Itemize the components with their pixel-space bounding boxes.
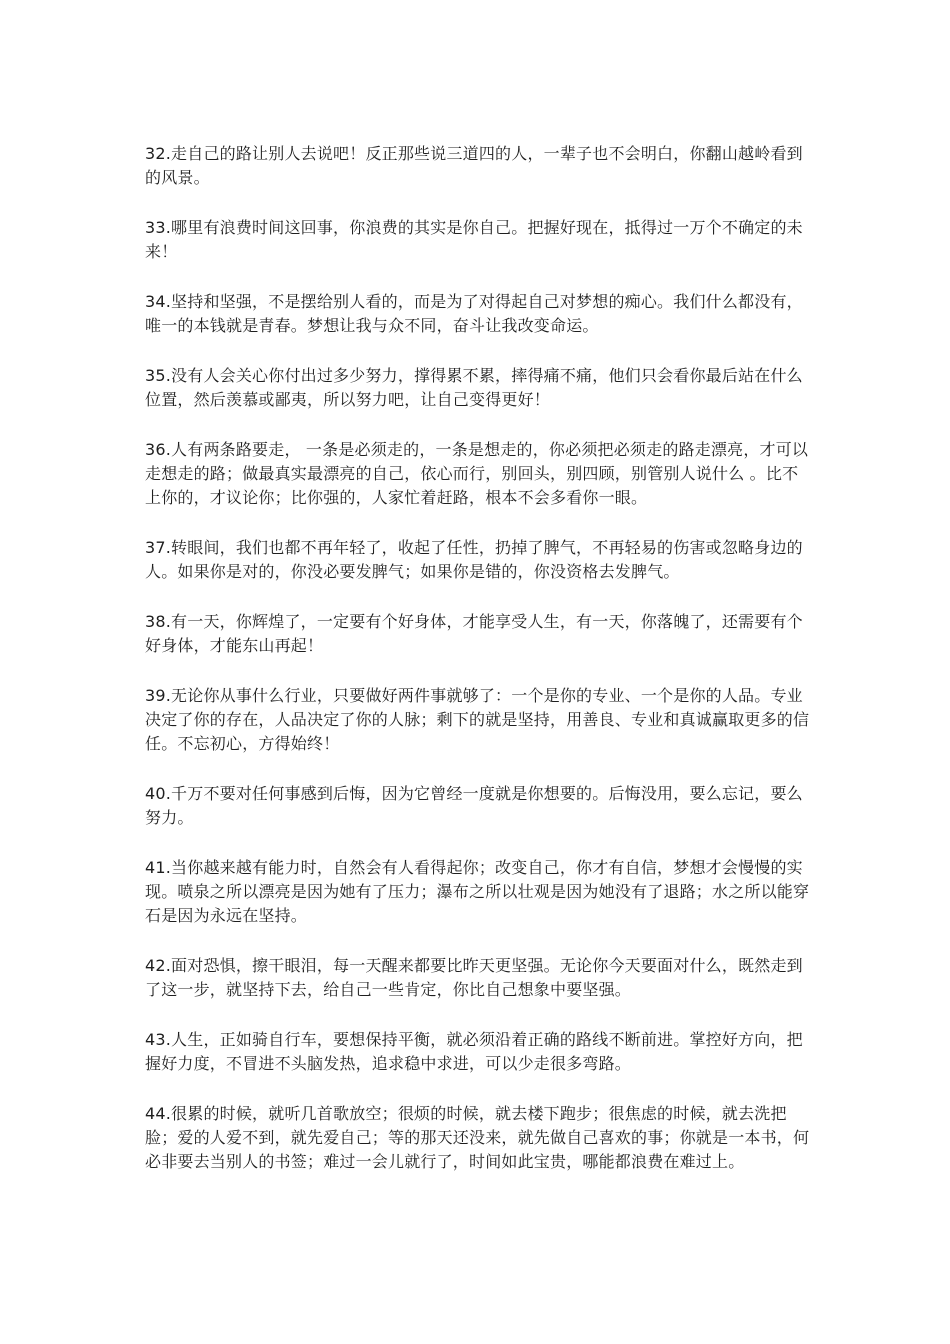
quote-paragraph-40: 40.千万不要对任何事感到后悔，因为它曾经一度就是你想要的。后悔没用，要么忘记，要么努力。	[145, 784, 803, 827]
quote-paragraph-36: 36.人有两条路要走， 一条是必须走的，一条是想走的，你必须把必须走的路走漂亮，才可以走想走的路；做最真实最漂亮的自己，依心而行，别回头，别四顾，别管别人说什么 。比不上你的，才议论你；比你强的，人家忙着赶路，根本不会多看你一眼。	[145, 440, 809, 507]
quote-paragraph-32: 32.走自己的路让别人去说吧！反正那些说三道四的人，一辈子也不会明白，你翻山越岭看到的风景。	[145, 144, 803, 187]
quote-paragraph-42: 42.面对恐惧，擦干眼泪，每一天醒来都要比昨天更坚强。无论你今天要面对什么，既然走到了这一步，就坚持下去，给自己一些肯定，你比自己想象中要坚强。	[145, 956, 803, 999]
quote-paragraph-41: 41.当你越来越有能力时，自然会有人看得起你；改变自己，你才有自信，梦想才会慢慢的实现。喷泉之所以漂亮是因为她有了压力；瀑布之所以壮观是因为她没有了退路；水之所以能穿石是因为永远在坚持。	[145, 858, 810, 925]
quote-paragraph-37: 37.转眼间，我们也都不再年轻了，收起了任性，扔掉了脾气，不再轻易的伤害或忽略身边的人。如果你是对的，你没必要发脾气；如果你是错的，你没资格去发脾气。	[145, 538, 803, 581]
quote-paragraph-43: 43.人生，正如骑自行车，要想保持平衡，就必须沿着正确的路线不断前进。掌控好方向，把握好力度，不冒进不头脑发热，追求稳中求进，可以少走很多弯路。	[145, 1030, 803, 1073]
quote-paragraph-39: 39.无论你从事什么行业，只要做好两件事就够了：一个是你的专业、一个是你的人品。专业决定了你的存在，人品决定了你的人脉；剩下的就是坚持，用善良、专业和真诚赢取更多的信任。不忘初心，方得始终！	[145, 686, 810, 753]
quote-paragraph-33: 33.哪里有浪费时间这回事，你浪费的其实是你自己。把握好现在，抵得过一万个不确定的未来！	[145, 218, 803, 261]
quote-paragraph-34: 34.坚持和坚强，不是摆给别人看的，而是为了对得起自己对梦想的痴心。我们什么都没有，唯一的本钱就是青春。梦想让我与众不同，奋斗让我改变命运。	[145, 292, 803, 335]
quote-paragraph-35: 35.没有人会关心你付出过多少努力，撑得累不累，摔得痛不痛，他们只会看你最后站在什么位置，然后羡慕或鄙夷，所以努力吧，让自己变得更好！	[145, 366, 803, 409]
quote-paragraph-44: 44.很累的时候，就听几首歌放空；很烦的时候，就去楼下跑步；很焦虑的时候，就去洗把脸；爱的人爱不到，就先爱自己；等的那天还没来，就先做自己喜欢的事；你就是一本书，何必非要去当别人的书签；难过一会儿就行了，时间如此宝贵，哪能都浪费在难过上。	[145, 1104, 810, 1171]
quote-paragraph-38: 38.有一天，你辉煌了，一定要有个好身体，才能享受人生，有一天，你落魄了，还需要有个好身体，才能东山再起！	[145, 612, 803, 655]
quote-list	[145, 142, 813, 1174]
